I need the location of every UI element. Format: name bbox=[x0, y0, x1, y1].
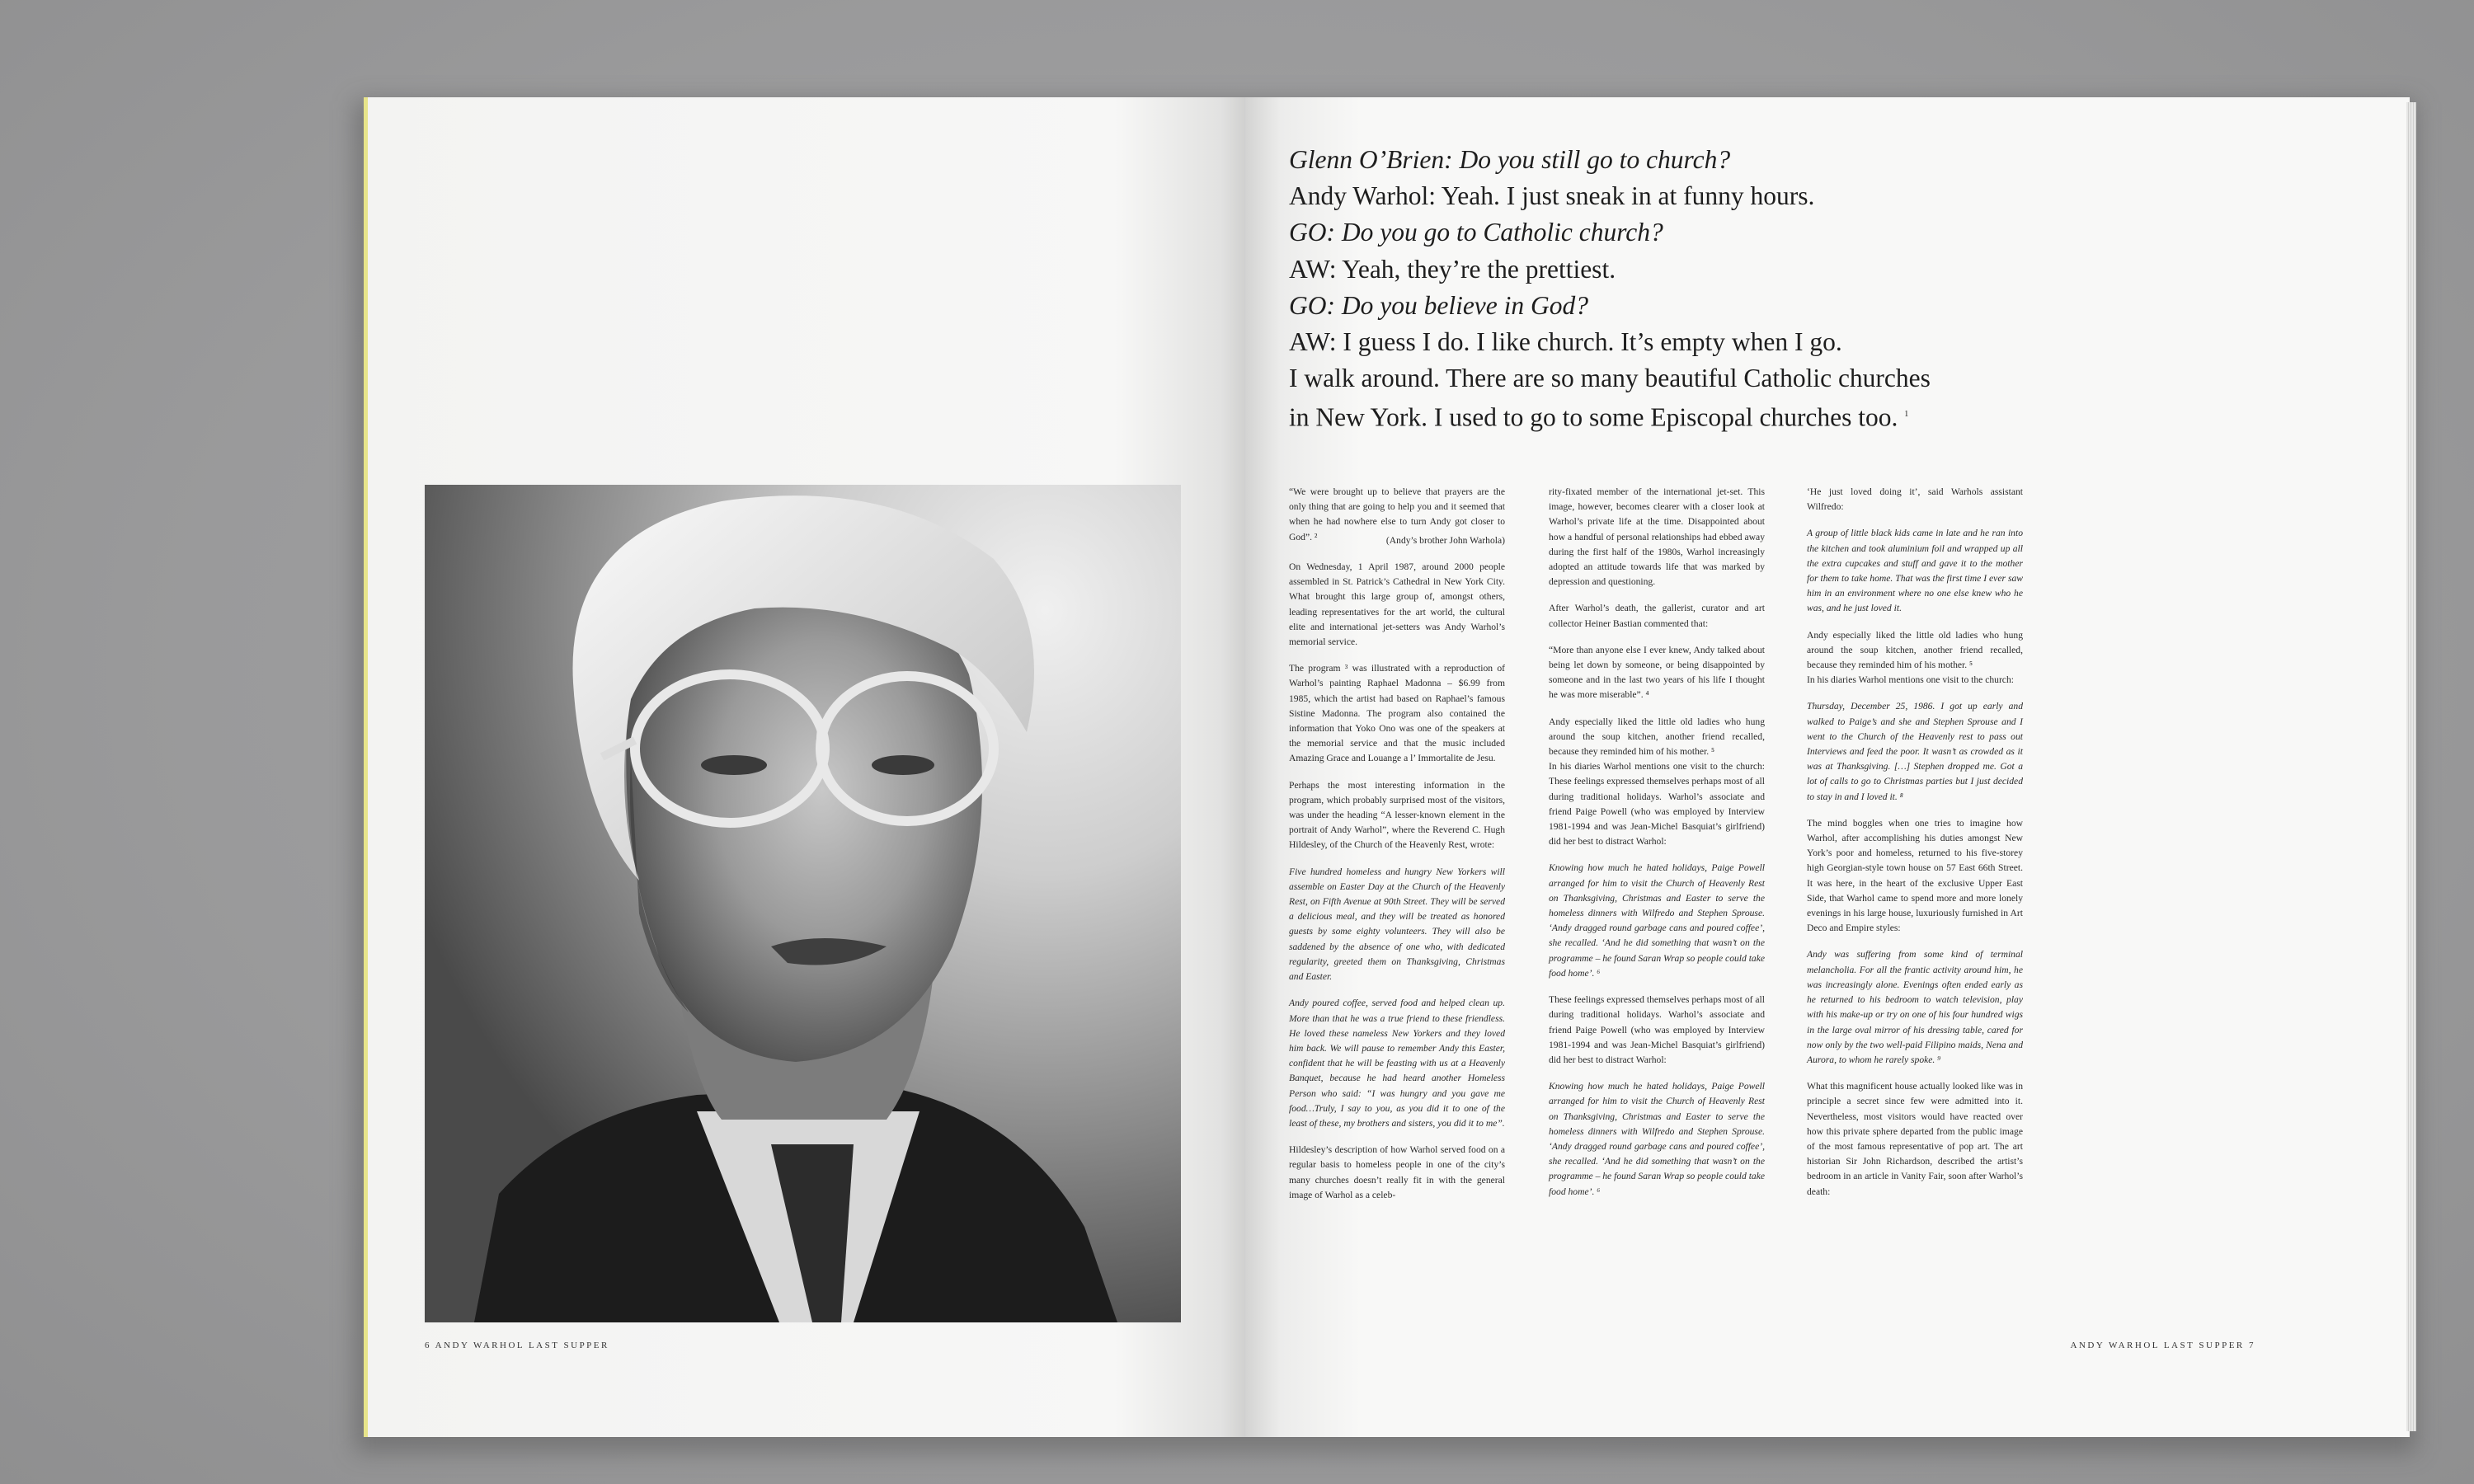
quote-paragraph: Knowing how much he hated holidays, Paige Powell arranged for him to visit the Church of Heavenly Rest on Thanksgiving, Christmas and Easter to serve the homeless dinners with Wilfredo and Stephen Sprouse. ‘Andy dragged round garbage cans and poured coffee’, she recalled. ‘And he did something that wasn’t on the programme – he found Saran Wrap so people could take food home’. ⁶ bbox=[1549, 1081, 1766, 1197]
paragraph: These feelings expressed themselves perhaps most of all during traditional holidays. Warhol’s associate and friend Paige Powell (who was employed by Interview 1981-1994 and was Jean-Michel Basquiat’s girlfriend) did her best to distract Warhol: bbox=[1549, 994, 1765, 1065]
interview-line: Andy Warhol: Yeah. I just sneak in at funny hours. bbox=[1289, 181, 1815, 211]
paragraph: Perhaps the most interesting information in the program, which probably surprised most of the visitors, was under the heading “A lesser-known element in the portrait of Andy Warhol”, where the Reverend C. Hugh Hildesley, of the Church of the Heavenly Rest, wrote: bbox=[1289, 779, 1505, 851]
interview-line: AW: Yeah, they’re the prettiest. bbox=[1289, 254, 1616, 284]
paragraph: Hildesley’s description of how Warhol served food on a regular basis to homeless people in one of the city’s many churches doesn’t really fit in with the general image of Warhol as a celeb- bbox=[1289, 1144, 1505, 1200]
paragraph: After Warhol’s death, the gallerist, curator and art collector Heiner Bastian commented that: bbox=[1549, 603, 1765, 629]
right-folio: ANDY WARHOL LAST SUPPER 7 bbox=[2070, 1341, 2255, 1350]
page-edges bbox=[2406, 102, 2416, 1431]
paragraph: What this magnificent house actually looked like was in principle a secret since few were admitted into it. Nevertheless, most visitors would have reacted over how this private sphere departed from the public image of the most famous representative of pop art. The art historian Sir John Richardson, described the artist’s bedroom in an article in Vanity Fair, soon after Warhol’s death: bbox=[1807, 1081, 2023, 1197]
left-folio: 6 ANDY WARHOL LAST SUPPER bbox=[425, 1341, 609, 1350]
quote-paragraph: A group of little black kids came in late and he ran into the kitchen and took aluminium foil and wrapped up all the extra cupcakes and stuff and gave it to the mother for them to take home. That was the first time I ever saw him in an environment where no one else knew who he was, and he just loved it. bbox=[1807, 528, 2023, 614]
text-column-2 bbox=[1549, 485, 1765, 1211]
interview-line bbox=[1289, 397, 2114, 436]
text-column-3 bbox=[1807, 485, 2023, 1211]
quote-paragraph: Knowing how much he hated holidays, Paige Powell arranged for him to visit the Church of Heavenly Rest on Thanksgiving, Christmas and Easter to serve the homeless dinners with Wilfredo and Stephen Sprouse. ‘Andy dragged round garbage cans and poured coffee’, she recalled. ‘And he did something that wasn’t on the programme – he found Saran Wrap so people could take food home’. ⁶ bbox=[1549, 862, 1766, 979]
quote-paragraph: Five hundred homeless and hungry New Yorkers will assemble on Easter Day at the Church of the Heavenly Rest, on Fifth Avenue at 90th Street. They will be served a delicious meal, and they will be treated as honored guests by some eighty volunteers. They will also be saddened by the absence of one who, with dedicated regularity, greeted them on Thanksgiving, Christmas and Easter. bbox=[1289, 866, 1505, 983]
quote-paragraph: Andy was suffering from some kind of terminal melancholia. For all the frantic activity around him, he was increasingly alone. Evenings often ended early as he returned to his bedroom to watch television, play with his make-up or try on one of his four hundred wigs in the large oval mirror of his dressing table, cared for now only by the two well-paid Filipino maids, Nena and Aurora, to whom he rarely spoke. ⁹ bbox=[1807, 949, 2023, 1065]
interview-line: AW: I guess I do. I like church. It’s empty when I go. bbox=[1289, 327, 1842, 357]
portrait-photo bbox=[425, 485, 1181, 1322]
interview-line: GO: Do you believe in God? bbox=[1289, 290, 1589, 320]
paragraph: Andy especially liked the little old ladies who hung around the soup kitchen, another friend recalled, because they reminded him of his mother. ⁵ bbox=[1549, 716, 1765, 758]
interview-line-text: in New York. I used to go to some Episcopal churches too. bbox=[1289, 402, 1898, 432]
attribution: (Andy’s brother John Warhola) bbox=[1385, 534, 1505, 546]
quote-paragraph: Thursday, December 25, 1986. I got up early and walked to Paige’s and she and Stephen Sprouse and I went to the Church of the Heavenly rest to pass out Interviews and feed the poor. It wasn’t as crowded as it was at Thanksgiving. […] Stephen dropped me. Got a lot of calls to go to Christmas parties but I just decided to stay in and I loved it. ⁸ bbox=[1807, 701, 2023, 802]
quote-paragraph: Andy poured coffee, served food and helped clean up. More than that he was a true friend to these friendless. He loved these nameless New Yorkers and they loved him back. We will pause to remember Andy this Easter, confident that he will be feasting with us at a Heavenly Banquet, because he had heard another Homeless Person who said: “I was hungry and you gave me food…Truly, I say to you, as you did it to one of the least of these, my brothers and sisters, you did it to me”. bbox=[1289, 998, 1505, 1129]
interview-quote bbox=[1289, 142, 2114, 436]
paragraph: “More than anyone else I ever knew, Andy talked about being let down by someone, or being disappointed by someone and in the last two years of his life I thought he was more miserable”. ⁴ bbox=[1549, 644, 1765, 701]
interview-line: I walk around. There are so many beautiful Catholic churches bbox=[1289, 364, 1931, 393]
interview-line: Glenn O’Brien: Do you still go to church? bbox=[1289, 145, 1731, 174]
paragraph: rity-fixated member of the international jet-set. This image, however, becomes clearer with a closer look at Warhol’s private life at the time. Disappointed about how a handful of personal relationships had ebbed away during the first half of the 1980s, Warhol increasingly adopted an attitude towards life that was marked by depression and questioning. bbox=[1549, 486, 1765, 588]
paragraph: ‘He just loved doing it’, said Warhols assistant Wilfredo: bbox=[1807, 486, 2023, 513]
paragraph: The mind boggles when one tries to imagine how Warhol, after accomplishing his duties amongst New York’s poor and homeless, returned to his five-storey high Georgian-style town house on 57 East 66th Street. It was here, in the heart of the exclusive Upper East Side, that Warhol came to spend more and more lonely evenings in his large house, luxuriously furnished in Art Deco and Empire styles: bbox=[1807, 817, 2023, 934]
paragraph: In his diaries Warhol mentions one visit to the church: These feelings expressed themselves perhaps most of all during traditional holidays. Warhol’s associate and friend Paige Powell (who was employed by Interview 1981-1994 and was Jean-Michel Basquiat’s girlfriend) did her best to distract Warhol: bbox=[1549, 761, 1765, 848]
portrait-illustration bbox=[425, 485, 1181, 1322]
paragraph: The program ³ was illustrated with a reproduction of Warhol’s painting Raphael Madonna – $6.99 from 1985, which the artist had based on Raphael’s famous Sistine Madonna. The program also contained the information that Yoko Ono was one of the speakers at the memorial service and that the music included Amazing Grace and Louange a l’ Immortalite de Jesu. bbox=[1289, 663, 1505, 764]
footnote-marker: 1 bbox=[1904, 410, 1909, 420]
cover-edge bbox=[364, 97, 368, 1437]
text-column-1 bbox=[1289, 485, 1505, 1214]
paragraph: On Wednesday, 1 April 1987, around 2000 people assembled in St. Patrick’s Cathedral in New York City. What brought this large group of, amongst others, leading representatives for the art world, the cultural elite and international jet-setters was Andy Warhol’s memorial service. bbox=[1289, 561, 1505, 648]
paragraph: “We were brought up to believe that prayers are the only thing that are going to help you and it seemed that when he had nowhere else to turn Andy got closer to God”. ² bbox=[1289, 486, 1505, 542]
paragraph: Andy especially liked the little old ladies who hung around the soup kitchen, another friend recalled, because they reminded him of his mother. ⁵ bbox=[1807, 629, 2023, 671]
interview-line: GO: Do you go to Catholic church? bbox=[1289, 218, 1663, 247]
paragraph: In his diaries Warhol mentions one visit to the church: bbox=[1807, 674, 2014, 686]
